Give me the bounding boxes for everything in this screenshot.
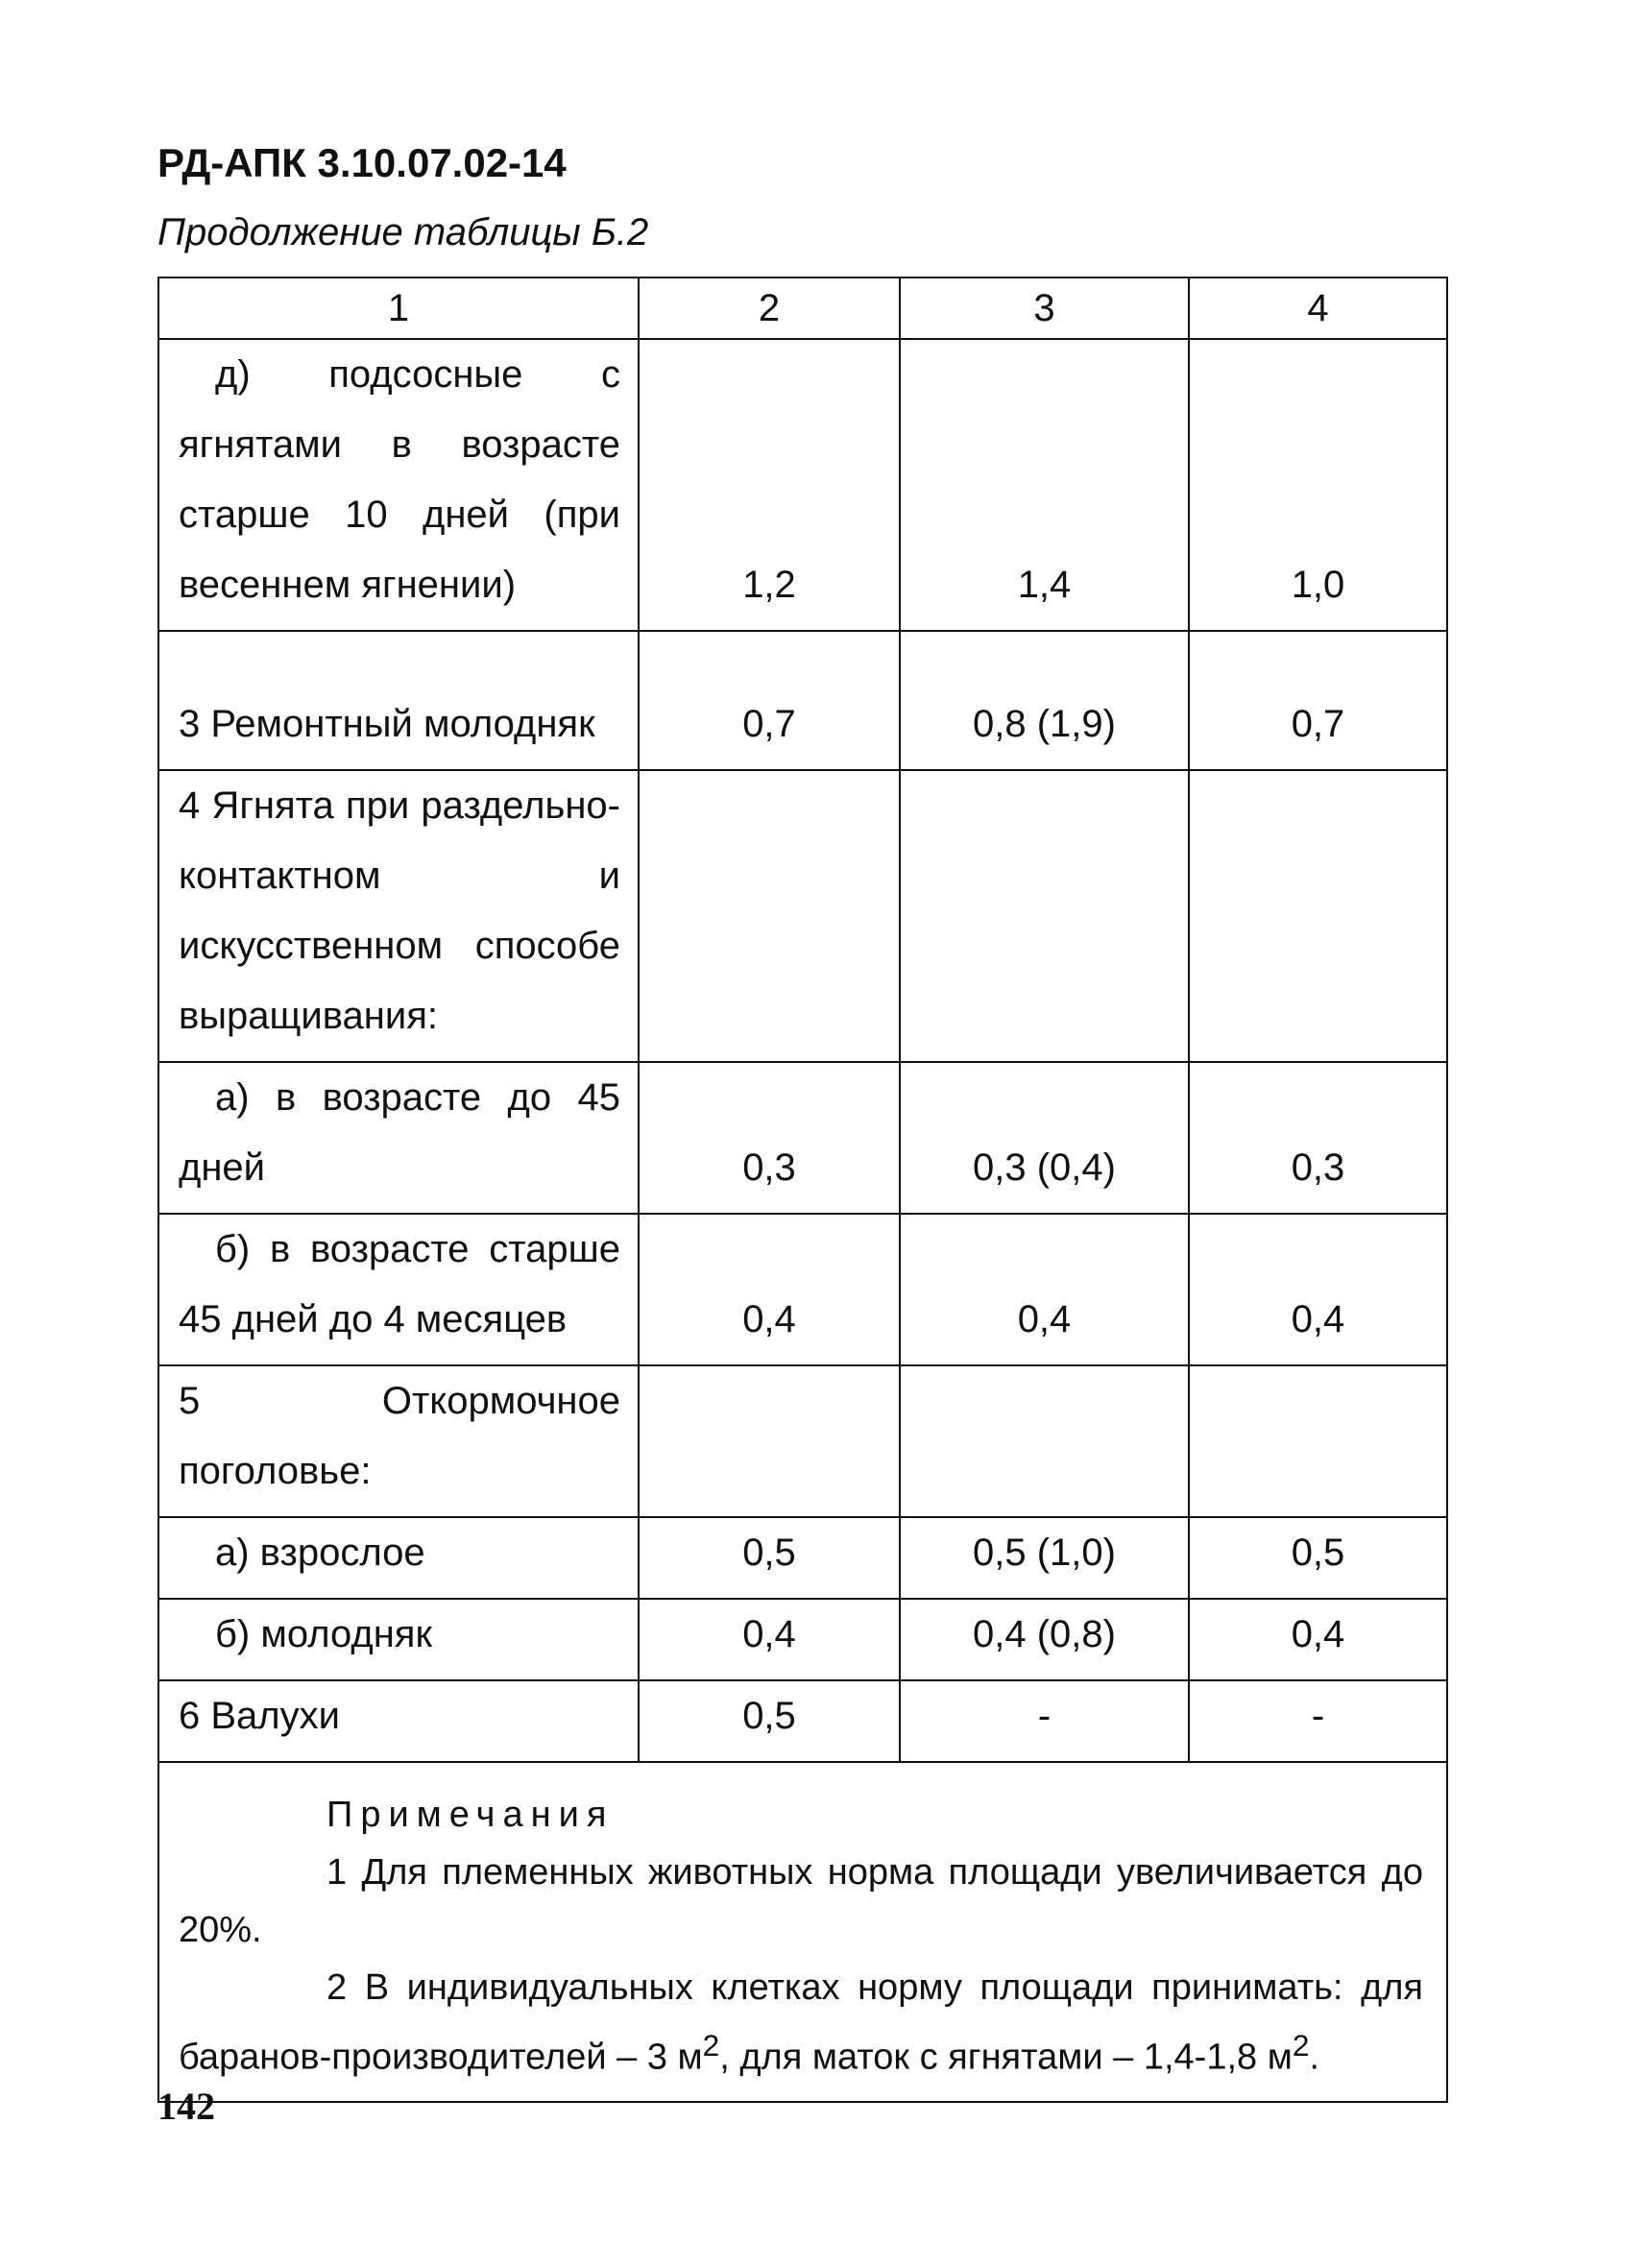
cell-value (900, 770, 1189, 1062)
notes-row (158, 1762, 1447, 2102)
cell-value: 1,0 (1189, 339, 1447, 631)
row-label: д) подсосные с ягнятами в возрасте старше 10 дней (при весеннем ягнении) (158, 339, 639, 631)
cell-value: 0,7 (639, 631, 900, 770)
cell-value: 0,3 (0,4) (900, 1062, 1189, 1214)
cell-value (639, 770, 900, 1062)
column-header: 2 (639, 277, 900, 339)
cell-value: 0,4 (1189, 1214, 1447, 1365)
note-2 (179, 1959, 1423, 2087)
column-header: 4 (1189, 277, 1447, 339)
cell-value (1189, 1365, 1447, 1517)
page-number: 142 (157, 2085, 215, 2128)
table-row (158, 1214, 1447, 1365)
row-label: б) в возрасте старше 45 дней до 4 месяцев (158, 1214, 639, 1365)
cell-value: 0,4 (639, 1214, 900, 1365)
cell-value (639, 1365, 900, 1517)
table-row (158, 1680, 1447, 1762)
cell-value: 0,3 (639, 1062, 900, 1214)
row-label: а) в возрасте до 45 дней (158, 1062, 639, 1214)
table-row (158, 1365, 1447, 1517)
table-row (158, 339, 1447, 631)
column-header: 1 (158, 277, 639, 339)
cell-value: 0,5 (1189, 1517, 1447, 1599)
note-2-text: 2 В индивидуальных клетках норму площади принимать: для баранов-производителей – 3 м (179, 1967, 1423, 2078)
cell-value: 1,4 (900, 339, 1189, 631)
cell-value (900, 1365, 1189, 1517)
cell-value: 0,4 (1189, 1599, 1447, 1680)
cell-value: 0,8 (1,9) (900, 631, 1189, 770)
row-label: б) молодняк (158, 1599, 639, 1680)
column-header: 3 (900, 277, 1189, 339)
table-row (158, 1062, 1447, 1214)
table-row (158, 1599, 1447, 1680)
row-label: 6 Валухи (158, 1680, 639, 1762)
cell-value (1189, 770, 1447, 1062)
cell-value: 0,3 (1189, 1062, 1447, 1214)
note-2-text: . (1309, 2037, 1320, 2078)
row-label: а) взрослое (158, 1517, 639, 1599)
cell-value: 0,5 (639, 1680, 900, 1762)
cell-value: 0,5 (639, 1517, 900, 1599)
row-label: 3 Ремонтный молодняк (158, 631, 639, 770)
note-1: 1 Для племенных животных норма площади увеличивается до 20%. (179, 1852, 1423, 1950)
notes-title: Примечания (326, 1795, 615, 1835)
cell-value: 0,4 (639, 1599, 900, 1680)
table-header-row (158, 277, 1447, 339)
row-label: 5 Откормочное поголовье: (158, 1365, 639, 1517)
cell-value: 0,7 (1189, 631, 1447, 770)
table-row (158, 631, 1447, 770)
cell-value: - (1189, 1680, 1447, 1762)
cell-value: 0,5 (1,0) (900, 1517, 1189, 1599)
row-label: 4 Ягнята при раздельно-контактном и искусственном способе выращивания: (158, 770, 639, 1062)
table-continuation-caption: Продолжение таблицы Б.2 (157, 211, 649, 253)
table-row (158, 770, 1447, 1062)
table-row (158, 1517, 1447, 1599)
notes-cell (158, 1762, 1447, 2102)
document-code: РД-АПК 3.10.07.02-14 (157, 140, 567, 185)
superscript: 2 (702, 2028, 720, 2063)
note-2-text: , для маток с ягнятами – 1,4-1,8 м (719, 2037, 1293, 2078)
cell-value: 0,4 (900, 1214, 1189, 1365)
cell-value: 1,2 (639, 339, 900, 631)
cell-value: - (900, 1680, 1189, 1762)
superscript: 2 (1292, 2028, 1310, 2063)
area-norms-table (157, 277, 1448, 2103)
cell-value: 0,4 (0,8) (900, 1599, 1189, 1680)
